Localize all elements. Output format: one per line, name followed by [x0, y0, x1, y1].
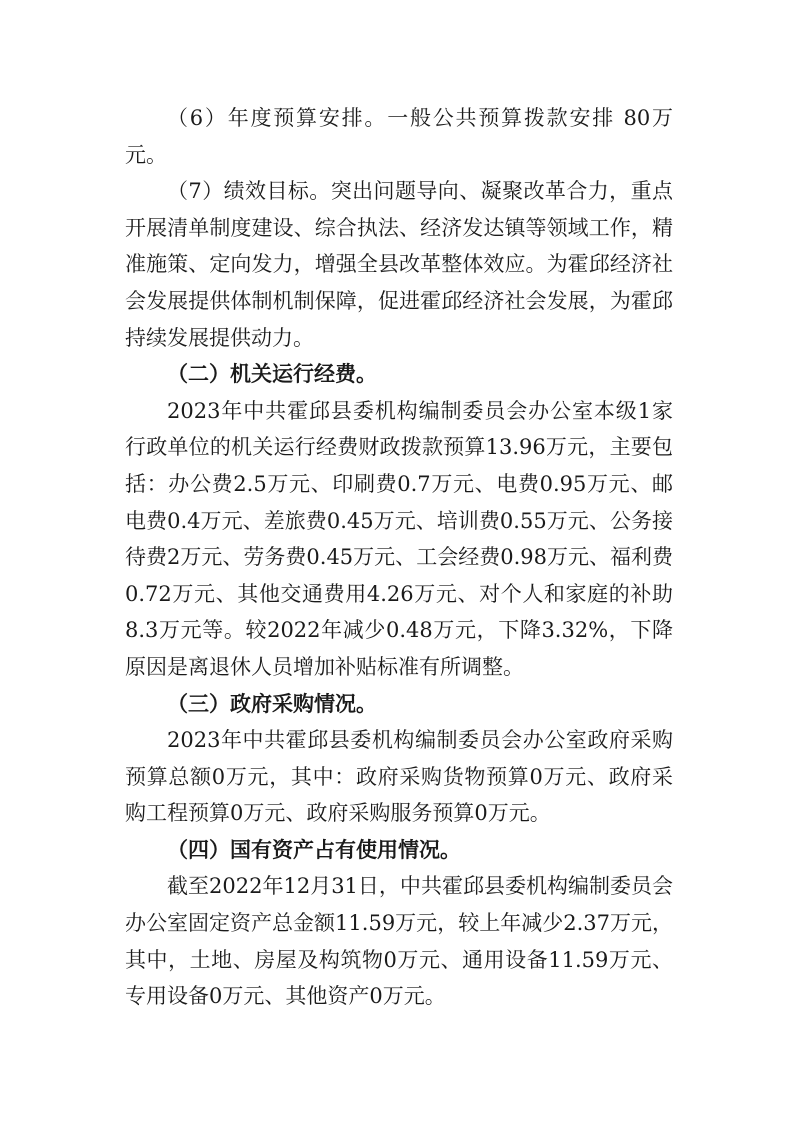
- section-heading-government-procurement: （三）政府采购情况。: [167, 691, 377, 716]
- paragraph-state-assets: 截至2022年12月31日，中共霍邱县委机构编制委员会办公室固定资产总金额11.59万元，较上年减少2.37万元，其中，土地、房屋及构筑物0万元、通用设备11.59万元、专用设备0万元、其他资产0万元。: [125, 874, 673, 1009]
- document-body: [125, 100, 673, 1015]
- section-heading-state-assets: （四）国有资产占有使用情况。: [167, 837, 461, 862]
- paragraph-performance-goals: （7）绩效目标。突出问题导向、凝聚改革合力，重点开展清单制度建设、综合执法、经济发达镇等领域工作，精准施策、定向发力，增强全县改革整体效应。为霍邱经济社会发展提供体制机制保障，促进霍邱经济社会发展，为霍邱持续发展提供动力。: [125, 179, 673, 350]
- section-heading-operating-expenses: （二）机关运行经费。: [167, 362, 377, 387]
- paragraph-government-procurement: 2023年中共霍邱县委机构编制委员会办公室政府采购预算总额0万元，其中：政府采购货物预算0万元、政府采购工程预算0万元、政府采购服务预算0万元。: [125, 728, 673, 826]
- paragraph-budget-arrangement: （6）年度预算安排。一般公共预算拨款安排 80万元。: [125, 106, 673, 167]
- paragraph-operating-expenses: 2023年中共霍邱县委机构编制委员会办公室本级1家行政单位的机关运行经费财政拨款预算13.96万元，主要包括：办公费2.5万元、印刷费0.7万元、电费0.95万元、邮电费0.4万元、差旅费0.45万元、培训费0.55万元、公务接待费2万元、劳务费0.45万元、工会经费0.98万元、福利费0.72万元、其他交通费用4.26万元、对个人和家庭的补助8.3万元等。较2022年减少0.48万元，下降3.32%，下降原因是离退休人员增加补贴标准有所调整。: [125, 398, 673, 679]
